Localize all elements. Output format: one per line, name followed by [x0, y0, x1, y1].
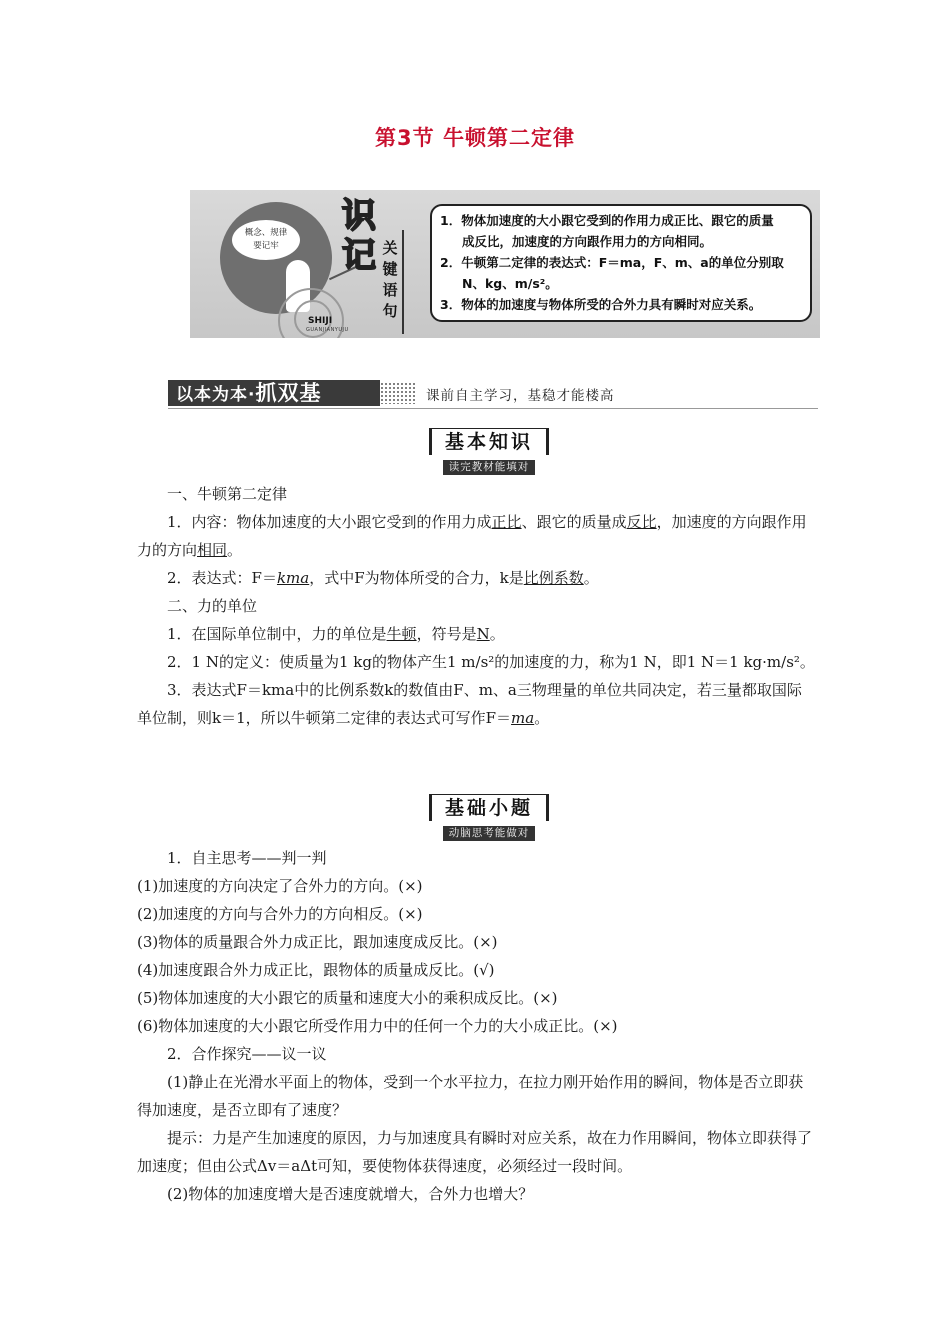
exercises-section — [137, 844, 815, 1208]
key-point-1-cont: 成反比，加速度的方向跟作用力的方向相同。 — [462, 234, 713, 249]
text-run: 、跟它的质量成 — [521, 513, 627, 531]
text-run: ，加速度的方向跟作用力的方向 — [137, 513, 807, 559]
exercise-heading-1: 1．自主思考——判一判 — [167, 849, 327, 867]
judgement-item: (5)物体加速度的大小跟它的质量和速度大小的乘积成反比。(×) — [137, 989, 558, 1007]
heading-main: 基本知识 — [429, 428, 549, 455]
heading-basic-exercises — [425, 794, 553, 841]
knowledge-p2 — [137, 564, 815, 592]
key-point-2: 2．牛顿第二定律的表达式：F＝ma，F、m、a的单位分别取 — [440, 255, 784, 270]
answer-blank: 正比 — [491, 513, 522, 531]
text-run: 1．在国际单位制中，力的单位是 — [167, 625, 387, 643]
text-run: 2．表达式：F＝ — [167, 569, 277, 587]
section-bar-label-b: 抓双基 — [255, 381, 322, 405]
answer-blank: 比例系数 — [523, 569, 584, 587]
speech-bubble: 概念、规律 要记牢 — [232, 220, 300, 260]
knowledge-p3 — [137, 620, 815, 648]
page-title: 第3节 牛顿第二定律 — [375, 126, 575, 150]
answer-blank: kma — [276, 569, 310, 587]
section-bar-dots — [380, 382, 416, 404]
section-bar-label — [168, 380, 380, 406]
knowledge-heading-1: 一、牛顿第二定律 — [167, 485, 288, 503]
heading-main: 基础小题 — [429, 794, 549, 821]
heading-basic-knowledge — [425, 428, 553, 475]
answer-blank: 相同 — [197, 541, 228, 559]
answer-blank: N — [476, 625, 490, 643]
banner-big-char-2: 记 — [342, 236, 376, 276]
text-run: ，式中F为物体所受的合力，k是 — [309, 569, 524, 587]
text-run: ，符号是 — [416, 625, 477, 643]
answer-blank: 反比 — [626, 513, 657, 531]
banner-divider — [402, 230, 404, 334]
key-point-1: 1．物体加速度的大小跟它受到的作用力成正比、跟它的质量 — [440, 213, 774, 228]
text-run: 。 — [583, 569, 599, 587]
text-run: 。 — [489, 625, 505, 643]
banner-pinyin-sub: GUANJIANYUJU — [306, 327, 349, 333]
judgement-item: (2)加速度的方向与合外力的方向相反。(×) — [137, 905, 423, 923]
knowledge-p1 — [137, 508, 815, 564]
judgement-item: (3)物体的质量跟合外力成正比，跟加速度成反比。(×) — [137, 933, 498, 951]
heading-sub: 读完教材能填对 — [443, 460, 536, 475]
text-run: 3．表达式F＝kma中的比例系数k的数值由F、m、a三物理量的单位共同决定，若三量都取国际单位制，则k＝1，所以牛顿第二定律的表达式可写作F＝ — [137, 681, 802, 727]
key-point-2-cont: N、kg、m/s²。 — [462, 276, 558, 291]
exercise-heading-2: 2．合作探究——议一议 — [167, 1045, 327, 1063]
heading-sub: 动脑思考能做对 — [443, 826, 536, 841]
judgement-item: (4)加速度跟合外力成正比，跟物体的质量成反比。(√) — [137, 961, 495, 979]
discussion-question-2: (2)物体的加速度增大是否速度就增大，合外力也增大？ — [167, 1185, 534, 1203]
knowledge-heading-2: 二、力的单位 — [167, 597, 258, 615]
discussion-question-1: (1)静止在光滑水平面上的物体，受到一个水平拉力，在拉力刚开始作用的瞬间，物体是否立即获得加速度，是否立即有了速度？ — [137, 1073, 804, 1119]
key-point-3: 3．物体的加速度与物体所受的合外力具有瞬时对应关系。 — [440, 297, 762, 312]
knowledge-p4: 2．1 N的定义：使质量为1 kg的物体产生1 m/s²的加速度的力，称为1 N，即1 N＝1 kg·m/s²。 — [167, 653, 815, 671]
answer-blank: ma — [511, 709, 535, 727]
key-points-panel — [430, 204, 812, 322]
text-run: 。 — [227, 541, 243, 559]
answer-blank: 牛顿 — [386, 625, 417, 643]
discussion-answer-1: 提示：力是产生加速度的原因，力与加速度具有瞬时对应关系，故在力作用瞬间，物体立即获得了加速度；但由公式Δv＝aΔt可知，要使物体获得速度，必须经过一段时间。 — [137, 1129, 813, 1175]
judgement-item: (1)加速度的方向决定了合外力的方向。(×) — [137, 877, 423, 895]
text-run: 1．内容：物体加速度的大小跟它受到的作用力成 — [167, 513, 492, 531]
section-bar-subtitle: 课前自主学习，基稳才能楼高 — [426, 388, 615, 404]
banner-big-char-1: 识 — [342, 196, 376, 236]
banner-pinyin: SHIJI — [308, 316, 333, 326]
key-points-banner — [190, 190, 820, 338]
text-run: 。 — [534, 709, 550, 727]
knowledge-section — [137, 480, 815, 732]
banner-vertical-label: 关键语句 — [382, 239, 398, 320]
judgement-item: (6)物体加速度的大小跟它所受作用力中的任何一个力的大小成正比。(×) — [137, 1017, 618, 1035]
knowledge-p5 — [137, 676, 815, 732]
section-bar-label-a: 以本为本· — [176, 385, 256, 405]
section-bar — [168, 380, 818, 409]
